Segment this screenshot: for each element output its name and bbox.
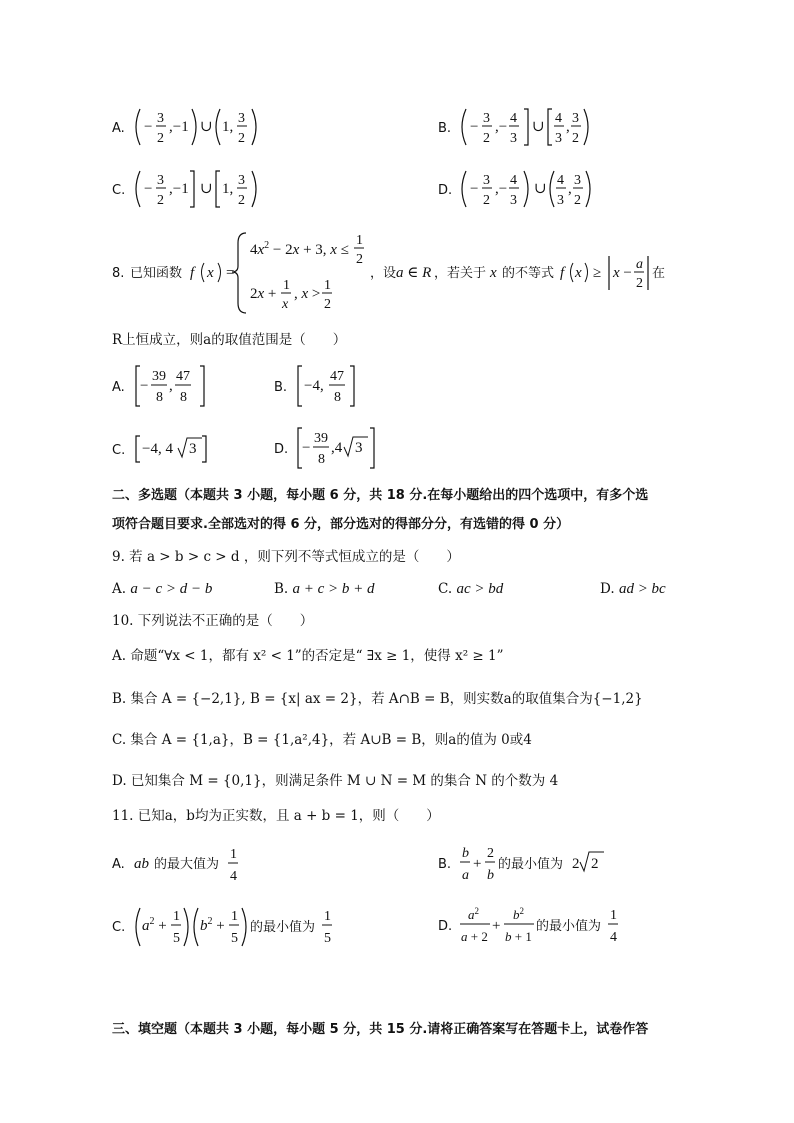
- svg-text:3: 3: [572, 111, 579, 126]
- svg-text:1: 1: [230, 847, 237, 862]
- svg-text:x: x: [575, 265, 582, 281]
- q11-stem: 11. 已知a，b均为正实数，且 a + b = 1，则（ ）: [112, 808, 440, 824]
- q9-stem: 9. 若 a > b > c > d ，则下列不等式恒成立的是（ ）: [112, 549, 460, 565]
- svg-text:4: 4: [555, 111, 562, 126]
- svg-text:2: 2: [591, 856, 599, 872]
- svg-text:4: 4: [510, 111, 517, 126]
- svg-text:3: 3: [557, 193, 564, 208]
- svg-text:a ∈ R: a ∈ R: [396, 265, 432, 281]
- svg-text:2: 2: [574, 193, 581, 208]
- svg-text:3: 3: [238, 111, 245, 126]
- question-number: 8.: [112, 266, 125, 281]
- svg-text:1,: 1,: [222, 181, 234, 197]
- svg-text:∪: ∪: [534, 181, 547, 197]
- option-math: ab: [134, 856, 149, 872]
- q11-option-c: [112, 902, 372, 950]
- option-label: C.: [112, 183, 126, 198]
- q10-option-d: D. 已知集合 M = {0,1}，则满足条件 M ∪ N = M 的集合 N 的个数为 4: [112, 773, 559, 789]
- svg-text:2: 2: [238, 193, 245, 208]
- option-label: D.: [274, 442, 289, 457]
- svg-text:8: 8: [180, 390, 187, 405]
- q8-text-b: ，设: [370, 266, 397, 281]
- svg-text:1: 1: [324, 278, 331, 293]
- q11-option-a: [112, 844, 272, 886]
- q10-option-c: C. 集合 A = {1,a}，B = {1,a²,4}，若 A∪B = B，则a的值为 0或4: [112, 732, 532, 748]
- svg-text:47: 47: [176, 369, 190, 384]
- svg-text:,−: ,−: [495, 119, 508, 135]
- option-label: D.: [600, 581, 615, 597]
- option-label: C.: [438, 581, 453, 597]
- svg-text:5: 5: [231, 931, 238, 946]
- q8-text-c: ，若关于: [434, 266, 487, 281]
- svg-text:3: 3: [157, 173, 164, 188]
- svg-text:1: 1: [356, 233, 363, 248]
- svg-text:3: 3: [574, 173, 581, 188]
- svg-text:a2 +: $a^2$ +: [142, 916, 167, 934]
- q9-option-d: [600, 579, 666, 599]
- section2-heading-line1: 二、多选题（本题共 3 小题，每小题 6 分，共 18 分.在每小题给出的四个选项中，有多个选: [112, 488, 649, 503]
- svg-text:3: 3: [483, 111, 490, 126]
- option-text: 的最大值为: [154, 857, 220, 872]
- svg-text:−: −: [144, 181, 153, 197]
- svg-text:,−1: ,−1: [169, 181, 189, 197]
- svg-text:8: 8: [334, 390, 341, 405]
- svg-text:+: +: [473, 856, 482, 872]
- svg-text:2: 2: [238, 131, 245, 146]
- q10-option-a: A. 命题“∀x < 1，都有 x² < 1”的否定是“ ∃x ≥ 1，使得 x² ≥ 1”: [112, 648, 504, 664]
- svg-text:2x +: 2x +: [250, 286, 277, 302]
- svg-text:3: 3: [510, 131, 517, 146]
- svg-text:3: 3: [189, 441, 197, 457]
- q7-option-c: [112, 166, 272, 212]
- svg-text:3: 3: [157, 111, 164, 126]
- svg-text:39: 39: [314, 431, 328, 446]
- svg-text:,4: ,4: [331, 440, 343, 456]
- svg-text:1: 1: [324, 909, 331, 924]
- svg-text:4: 4: [230, 869, 237, 884]
- svg-text:b: b: [462, 846, 469, 861]
- q11-option-d: [438, 904, 658, 948]
- q11-option-b: [438, 842, 638, 886]
- svg-text:,−: ,−: [495, 181, 508, 197]
- q8-option-a: [112, 362, 232, 410]
- option-expr: ad > bc: [618, 581, 666, 597]
- option-label: B.: [438, 857, 452, 872]
- option-label: B.: [274, 380, 288, 395]
- svg-text:a: a: [462, 868, 469, 883]
- svg-text:−: −: [144, 119, 153, 135]
- svg-text:−: −: [470, 119, 479, 135]
- svg-text:5: 5: [324, 931, 331, 946]
- svg-text:1: 1: [610, 908, 617, 923]
- svg-text:39: 39: [152, 369, 166, 384]
- svg-text:,: ,: [568, 181, 572, 197]
- svg-text:≥: ≥: [593, 265, 602, 281]
- option-expr: a + c > b + d: [292, 581, 375, 597]
- section3-heading-line1: 三、填空题（本题共 3 小题，每小题 5 分，共 15 分.请将正确答案写在答题卡上，试卷作答: [112, 1022, 649, 1037]
- q9-option-b: [274, 579, 375, 599]
- svg-text:4: 4: [557, 173, 564, 188]
- svg-text:,−1: ,−1: [169, 119, 189, 135]
- option-label: C.: [112, 443, 126, 458]
- svg-text:2: 2: [483, 193, 490, 208]
- svg-text:−: −: [302, 440, 311, 456]
- option-label: B.: [274, 581, 289, 597]
- svg-text:−: −: [140, 378, 149, 394]
- option-label: D.: [438, 183, 453, 198]
- svg-text:8: 8: [318, 452, 325, 467]
- svg-text:f: f: [560, 265, 565, 281]
- svg-text:−4,: −4,: [304, 378, 324, 394]
- option-text: 的最小值为: [498, 857, 564, 872]
- svg-text:2: 2: [157, 193, 164, 208]
- svg-text:2: 2: [324, 297, 331, 312]
- svg-text:b: b: [487, 868, 494, 883]
- q10-option-b: B. 集合 A = {−2,1}, B = {x| ax = 2}，若 A∩B = B，则实数a的取值集合为{−1,2}: [112, 691, 643, 707]
- svg-text:+: +: [492, 918, 501, 934]
- svg-text:x: x: [207, 265, 214, 281]
- svg-text:1: 1: [283, 278, 290, 293]
- q7-option-d: [438, 166, 598, 212]
- svg-text:f: f: [190, 265, 195, 281]
- option-text: 的最小值为: [536, 919, 602, 934]
- svg-text:5: 5: [173, 931, 180, 946]
- svg-text:b2: $b^2$: [513, 906, 524, 922]
- svg-text:2: 2: [356, 252, 363, 267]
- svg-text:, x >: , x >: [294, 286, 321, 302]
- svg-text:3: 3: [483, 173, 490, 188]
- svg-text:b + 1: b + 1: [505, 929, 532, 944]
- svg-text:2: 2: [483, 131, 490, 146]
- svg-text:,: ,: [566, 119, 570, 135]
- option-label: A.: [112, 581, 127, 597]
- option-label: A.: [112, 857, 125, 872]
- svg-text:8: 8: [156, 390, 163, 405]
- q8-text-e: 在: [652, 266, 666, 281]
- svg-text:−: −: [470, 181, 479, 197]
- svg-text:x: x: [282, 297, 289, 312]
- option-expr: ac > bd: [456, 581, 504, 597]
- option-expr: a − c > d − b: [130, 581, 213, 597]
- option-label: A.: [112, 380, 125, 395]
- svg-text:3: 3: [555, 131, 562, 146]
- q9-option-c: [438, 579, 503, 599]
- svg-text:∪: ∪: [200, 119, 213, 135]
- svg-text:1,: 1,: [222, 119, 234, 135]
- option-label: B.: [438, 121, 452, 136]
- svg-text:2: 2: [157, 131, 164, 146]
- svg-text:2: 2: [487, 846, 494, 861]
- svg-text:2: 2: [572, 856, 580, 872]
- svg-text:∪: ∪: [200, 181, 213, 197]
- svg-text:,: ,: [169, 378, 173, 394]
- svg-text:a: a: [636, 257, 643, 272]
- svg-text:3: 3: [238, 173, 245, 188]
- svg-text:x −: x −: [613, 265, 632, 281]
- svg-text:a2: $a^2$: [468, 906, 479, 922]
- q8-text-a: 已知函数: [130, 266, 183, 281]
- q8-option-d: [274, 424, 394, 472]
- q8-option-c: [112, 432, 232, 466]
- q7-option-b: [438, 104, 598, 150]
- option-label: A.: [112, 121, 125, 136]
- svg-text:a + 2: a + 2: [461, 929, 488, 944]
- svg-text:x: x: [490, 265, 497, 281]
- svg-text:4: 4: [510, 173, 517, 188]
- svg-text:2: 2: [636, 276, 643, 291]
- svg-text:1: 1: [231, 909, 238, 924]
- q8-text-d: 的不等式: [502, 266, 555, 281]
- q10-stem: 10. 下列说法不正确的是（ ）: [112, 613, 314, 629]
- svg-text:4: 4: [610, 930, 617, 945]
- svg-text:=: =: [226, 265, 235, 281]
- svg-text:4x2 − 2x + 3, x ≤: $4x^2 - 2x + 3$, x ≤: [250, 240, 349, 258]
- svg-text:1: 1: [173, 909, 180, 924]
- svg-text:2: 2: [572, 131, 579, 146]
- q8-option-b: [274, 362, 384, 410]
- q8-stem: [112, 228, 682, 318]
- q7-option-a: [112, 104, 272, 150]
- option-label: D.: [438, 919, 453, 934]
- svg-text:3: 3: [355, 440, 363, 456]
- svg-text:b2 +: $b^2$ +: [200, 916, 225, 934]
- svg-text:3: 3: [510, 193, 517, 208]
- option-label: C.: [112, 920, 126, 935]
- option-text: 的最小值为: [250, 920, 316, 935]
- q8-stem-line2: R上恒成立，则a的取值范围是（ ）: [112, 332, 347, 348]
- svg-text:∪: ∪: [532, 119, 545, 135]
- svg-text:−4, 4: −4, 4: [142, 441, 173, 457]
- svg-text:47: 47: [330, 369, 344, 384]
- section2-heading-line2: 项符合题目要求.全部选对的得 6 分，部分选对的得部分分，有选错的得 0 分）: [112, 517, 570, 532]
- q9-option-a: [112, 579, 212, 599]
